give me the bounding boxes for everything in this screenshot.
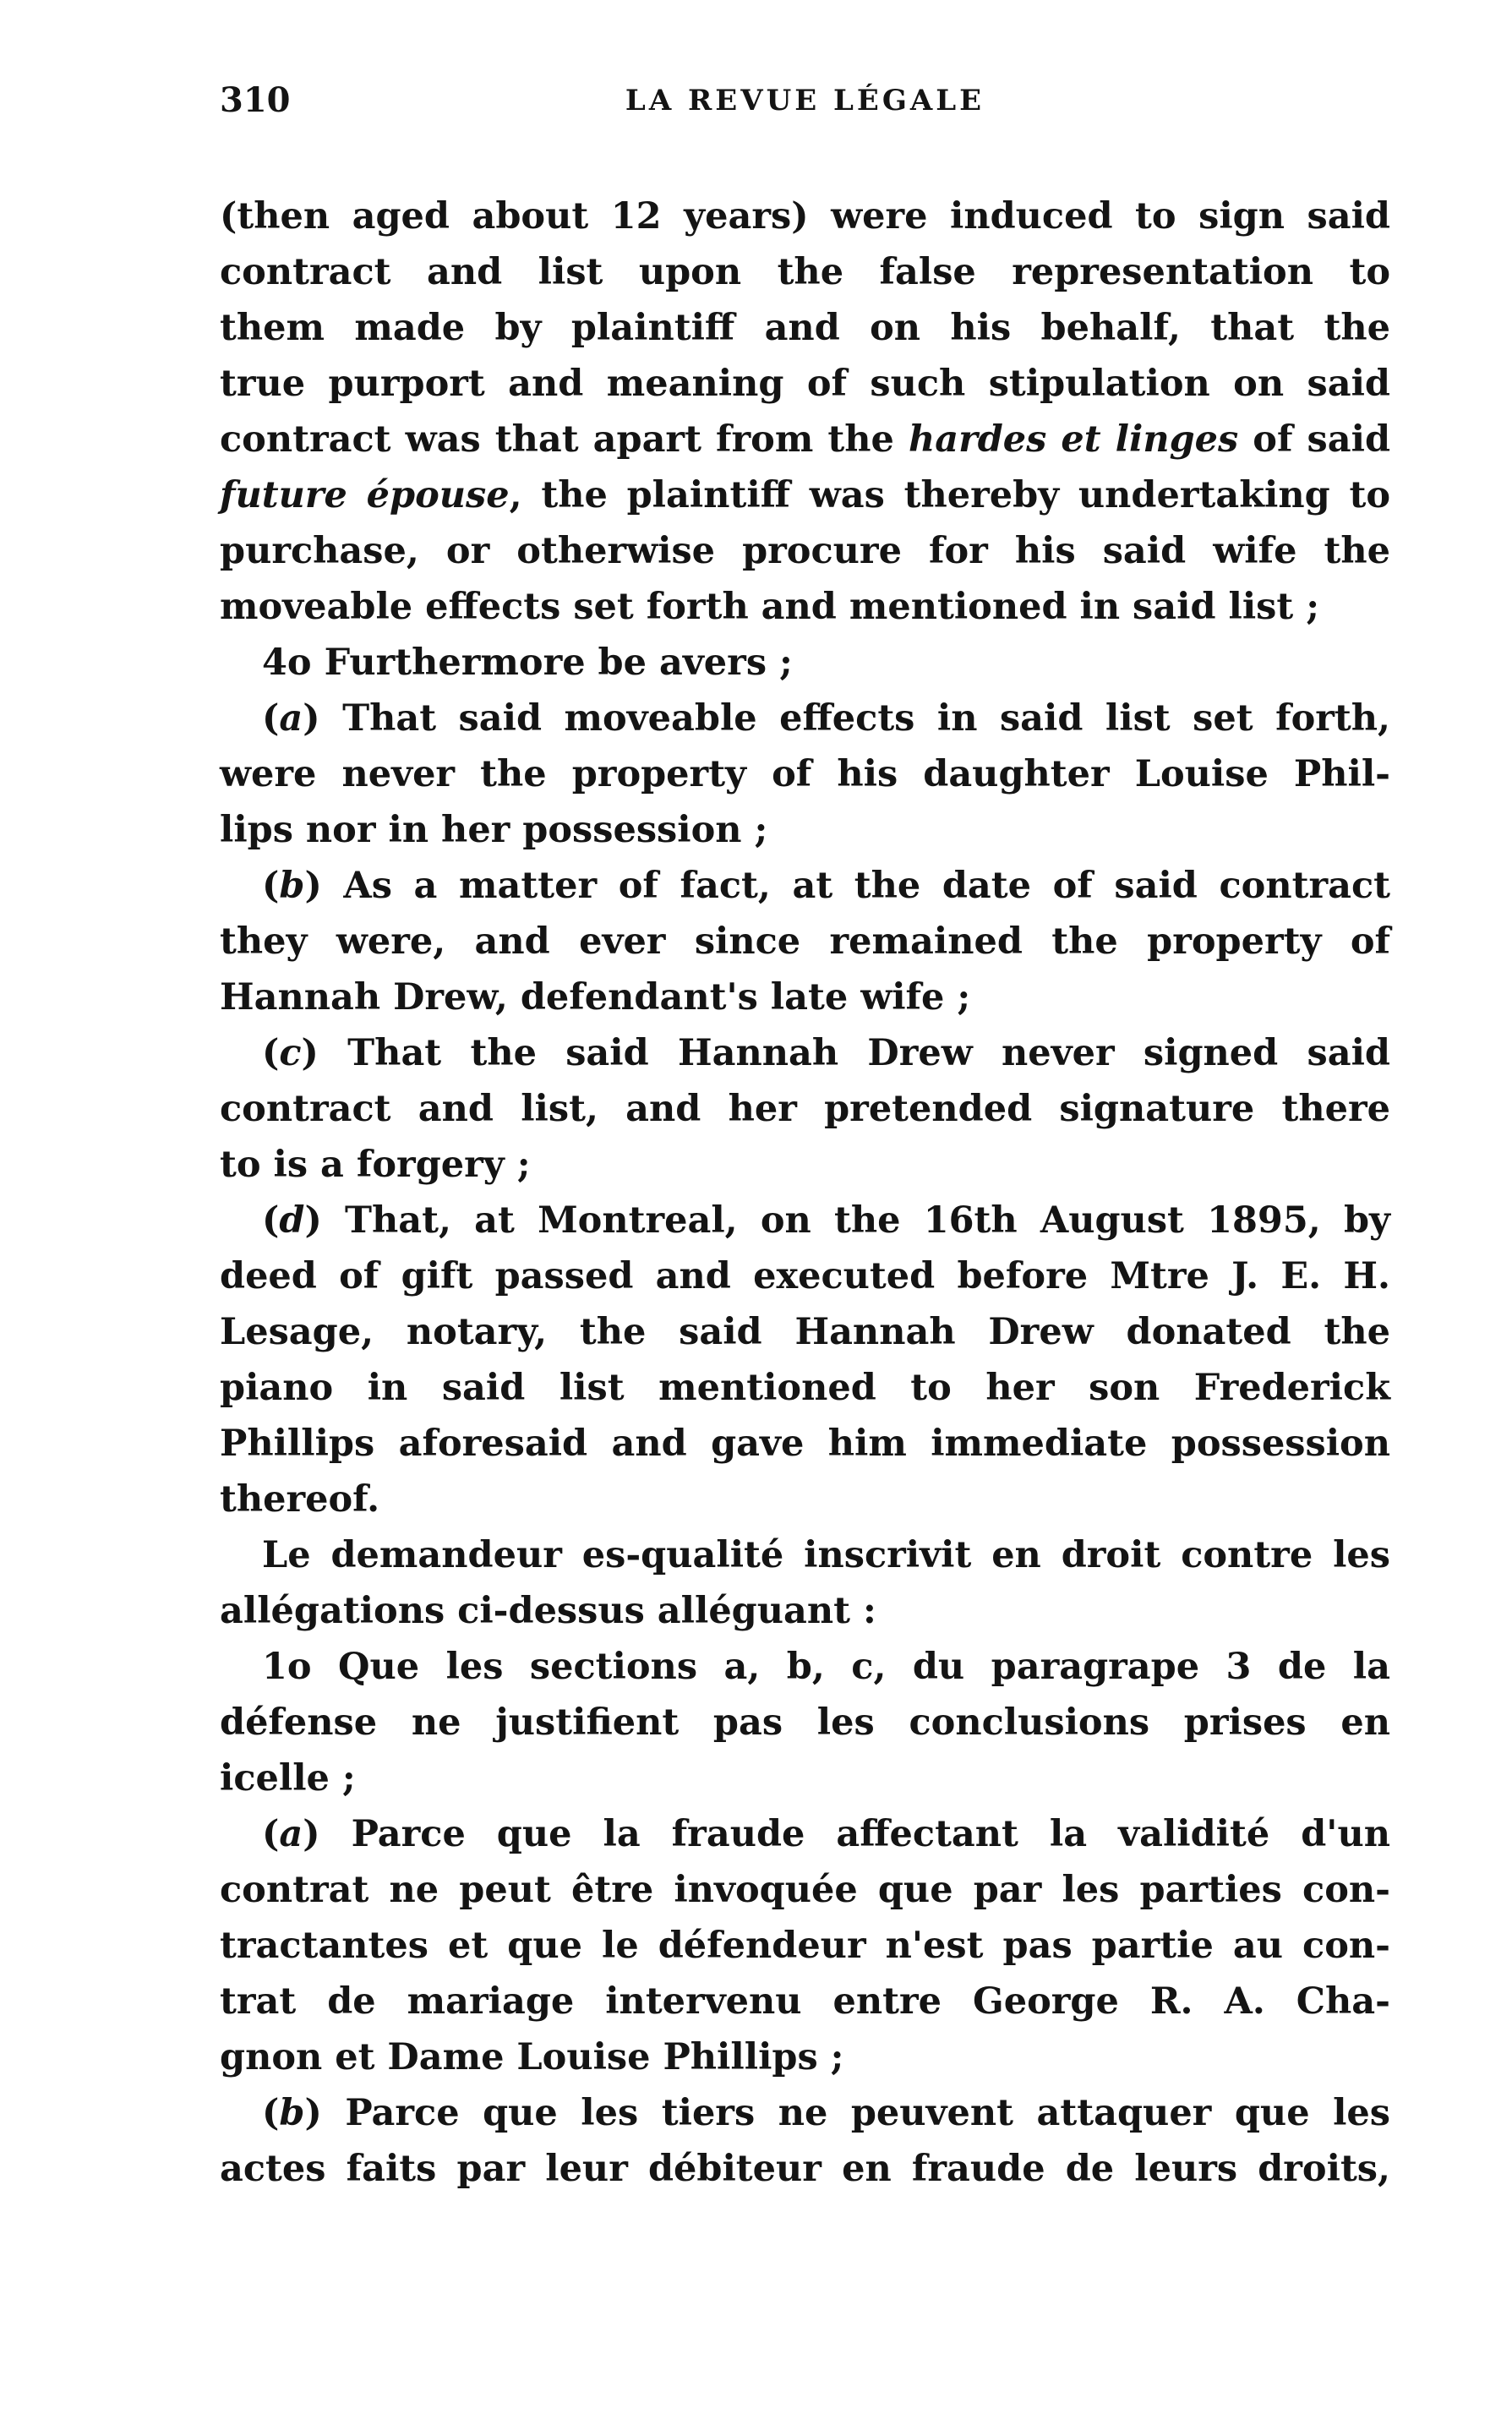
text-line: Phillips aforesaid and gave him immediate possession <box>220 1423 1390 1465</box>
text-line: contrat ne peut être invoquée que par les parties con- <box>220 1869 1390 1911</box>
text-line: allégations ci-dessus alléguant : <box>220 1590 876 1632</box>
text-line: (b) Parce que les tiers ne peuvent attaquer que les <box>262 2092 1390 2134</box>
text-line: them made by plaintiff and on his behalf, that the <box>220 307 1390 349</box>
text-line: gnon et Dame Louise Phillips ; <box>220 2036 844 2078</box>
text-line: purchase, or otherwise procure for his said wife the <box>220 530 1390 572</box>
text-line: they were, and ever since remained the property of <box>220 920 1390 963</box>
text-line: Le demandeur es-qualité inscrivit en droit contre les <box>262 1534 1390 1576</box>
text-line: trat de mariage intervenu entre George R. A. Cha- <box>220 1980 1390 2023</box>
text-line: (a) That said moveable effects in said list set forth, <box>262 697 1390 740</box>
running-title: LA REVUE LÉGALE <box>625 84 985 117</box>
text-line: (c) That the said Hannah Drew never signed said <box>262 1032 1390 1074</box>
body-text <box>220 188 1390 2197</box>
text-line: (a) Parce que la fraude affectant la validité d'un <box>262 1813 1390 1855</box>
text-line: icelle ; <box>220 1757 356 1800</box>
text-line: contract and list upon the false representation to <box>220 251 1390 293</box>
text-line: thereof. <box>220 1478 380 1521</box>
text-line: (d) That, at Montreal, on the 16th August 1895, by <box>262 1199 1390 1242</box>
text-line: true purport and meaning of such stipulation on said <box>220 363 1390 405</box>
text-line: deed of gift passed and executed before Mtre J. E. H. <box>220 1255 1390 1297</box>
text-line: 1o Que les sections a, b, c, du paragrape 3 de la <box>262 1646 1390 1688</box>
text-line: contract and list, and her pretended signature there <box>220 1088 1390 1130</box>
text-line: lips nor in her possession ; <box>220 809 768 851</box>
text-line: tractantes et que le défendeur n'est pas partie au con- <box>220 1925 1390 1967</box>
text-line: future épouse, the plaintiff was thereby undertaking to <box>220 474 1390 516</box>
text-line: Hannah Drew, defendant's late wife ; <box>220 976 971 1019</box>
text-line: actes faits par leur débiteur en fraude de leurs droits, <box>220 2148 1390 2190</box>
text-line: moveable effects set forth and mentioned in said list ; <box>220 586 1320 628</box>
text-line: were never the property of his daughter Louise Phil- <box>220 753 1390 795</box>
text-line: (then aged about 12 years) were induced to sign said <box>220 195 1390 238</box>
document-page <box>220 80 1390 2197</box>
text-line: 4o Furthermore be avers ; <box>262 642 793 684</box>
text-line: (b) As a matter of fact, at the date of said contract <box>262 865 1390 907</box>
text-line: défense ne justifient pas les conclusions prises en <box>220 1701 1390 1744</box>
text-line: to is a forgery ; <box>220 1144 531 1186</box>
text-line: contract was that apart from the hardes et linges of said <box>220 418 1391 461</box>
page-number: 310 <box>220 80 291 120</box>
page-header <box>220 80 1390 139</box>
text-line: piano in said list mentioned to her son Frederick <box>220 1367 1390 1409</box>
text-line: Lesage, notary, the said Hannah Drew donated the <box>220 1311 1390 1353</box>
